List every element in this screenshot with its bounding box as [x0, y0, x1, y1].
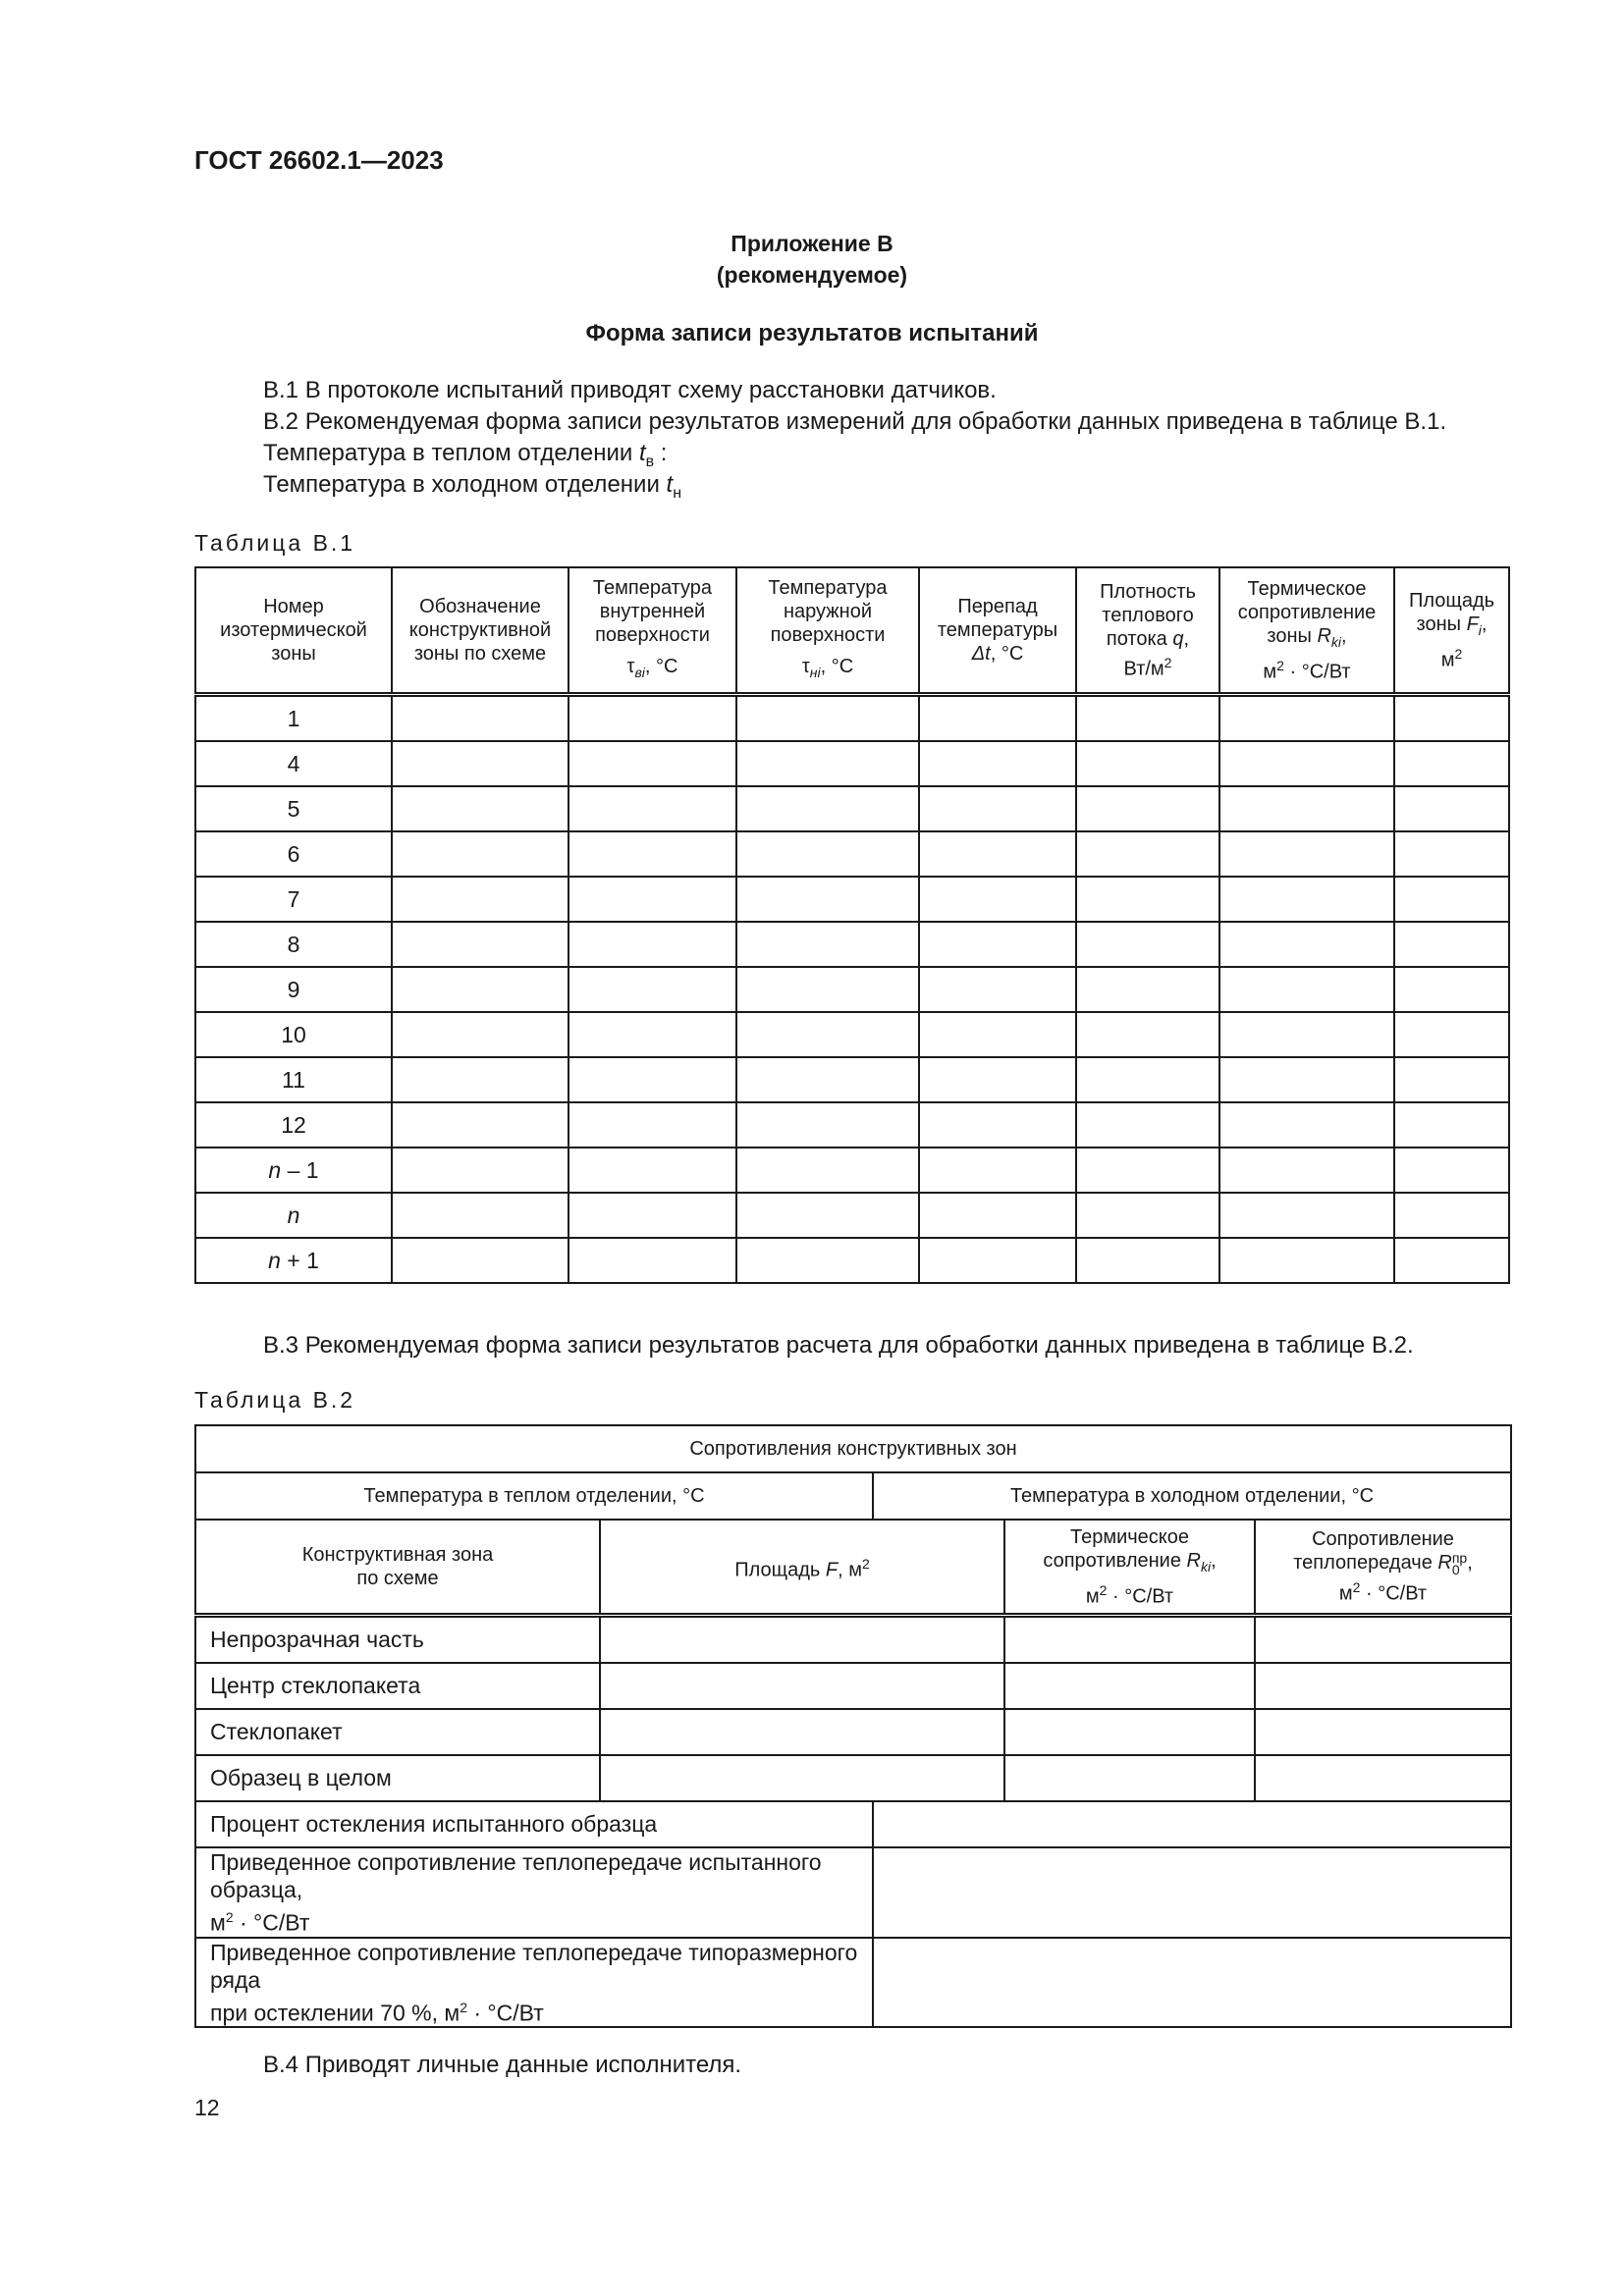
zone-number-cell: 4 — [195, 741, 392, 786]
symbol-sub: ki — [1330, 633, 1342, 650]
header-line: Сопротивление — [1312, 1528, 1454, 1551]
unit-sup: 2 — [225, 1909, 234, 1925]
symbol: R — [1186, 1549, 1201, 1572]
header-zone-area — [1394, 567, 1509, 695]
table-cell — [1219, 786, 1394, 831]
unit-sup: 2 — [861, 1555, 870, 1572]
table-cell — [736, 831, 919, 877]
table-row — [195, 1057, 1509, 1102]
table2-caption: Таблица В.2 — [194, 1387, 356, 1413]
table-cell — [919, 877, 1076, 922]
cold-temperature-line — [263, 471, 681, 503]
table-cell — [392, 786, 568, 831]
table-cell — [1076, 741, 1219, 786]
table-cell — [1255, 1616, 1511, 1664]
text-line — [210, 1994, 872, 2027]
table-cell — [568, 922, 736, 967]
row-label: Процент остекления испытанного образца — [195, 1801, 873, 1847]
table-cell — [919, 695, 1076, 742]
table-cell — [1394, 1012, 1509, 1057]
zone-number-cell: 11 — [195, 1057, 392, 1102]
header-temperature-difference — [919, 567, 1076, 695]
unit: м — [1440, 649, 1455, 671]
table-cell — [1394, 1193, 1509, 1238]
unit: Вт/м — [1123, 658, 1164, 680]
table-cell — [736, 1193, 919, 1238]
table-cell — [1255, 1709, 1511, 1755]
table-cell — [392, 1012, 568, 1057]
table-cell — [1076, 1238, 1219, 1283]
table-row — [195, 1102, 1509, 1148]
table-row — [195, 1193, 1509, 1238]
unit: , м — [838, 1559, 862, 1581]
text-line: Приведенное сопротивление теплопередаче испытанного образца, — [210, 1849, 822, 1902]
paragraph-b1: В.1 В протоколе испытаний приводят схему расстановки датчиков. — [263, 377, 997, 403]
warm-label: Температура в теплом отделении — [263, 440, 639, 466]
zone-number-cell: 10 — [195, 1012, 392, 1057]
table-cell — [1004, 1709, 1255, 1755]
table-cell — [1394, 741, 1509, 786]
text: зоны — [1267, 624, 1318, 647]
table-cell — [600, 1663, 1004, 1709]
paragraph-b3: В.3 Рекомендуемая форма записи результатов расчета для обработки данных приведена в таблице В.2. — [263, 1332, 1414, 1359]
table-cell — [1219, 1057, 1394, 1102]
table-cell — [1394, 1102, 1509, 1148]
unit-sup: 2 — [1276, 657, 1284, 673]
text-line — [210, 1903, 872, 1937]
table1-body — [195, 695, 1509, 1284]
table-row — [195, 1663, 1511, 1709]
header-unit — [1077, 651, 1218, 681]
table-cell — [568, 786, 736, 831]
table-cell — [1076, 695, 1219, 742]
table-cell — [919, 1148, 1076, 1193]
row-label: Непрозрачная часть — [195, 1616, 600, 1664]
table-cell — [568, 831, 736, 877]
table-row — [195, 877, 1509, 922]
table-cell — [1394, 786, 1509, 831]
table2-title: Сопротивления конструктивных зон — [195, 1425, 1511, 1472]
text: , — [1211, 1549, 1217, 1572]
table-cell — [1219, 1238, 1394, 1283]
header-line: наружной — [783, 601, 872, 622]
header-line: Термическое — [1069, 1525, 1190, 1548]
table1-caption: Таблица В.1 — [194, 530, 356, 556]
table-cell — [568, 695, 736, 742]
symbol-sub: i — [1478, 621, 1482, 638]
zone-number-cell: n + 1 — [195, 1238, 392, 1283]
table-cell — [1076, 1193, 1219, 1238]
table-cell — [1219, 741, 1394, 786]
table-cell — [392, 877, 568, 922]
table-row — [195, 741, 1509, 786]
header-zone-number — [195, 567, 392, 695]
table-cell — [873, 1801, 1511, 1847]
page-number: 12 — [194, 2095, 220, 2120]
header-outer-temperature — [736, 567, 919, 695]
header-line: изотермической — [220, 619, 367, 641]
header-unit — [1395, 642, 1508, 672]
table-cell — [1394, 831, 1509, 877]
table-row — [195, 1012, 1509, 1057]
symbol: F — [1466, 613, 1479, 635]
row-label: Образец в целом — [195, 1755, 600, 1801]
table-cell — [1394, 967, 1509, 1012]
table-row — [195, 922, 1509, 967]
document-code: ГОСТ 26602.1—2023 — [194, 145, 444, 175]
table-cell — [1004, 1755, 1255, 1801]
unit: , °C — [644, 656, 678, 677]
warm-tail: : — [654, 440, 668, 466]
header-line: зоны по схеме — [413, 643, 547, 665]
unit: м — [1338, 1582, 1353, 1605]
table-cell — [1076, 1102, 1219, 1148]
header-line: Перепад — [957, 596, 1038, 617]
table-cell — [568, 1012, 736, 1057]
symbol: τ — [801, 656, 810, 677]
table-b2 — [194, 1424, 1512, 2028]
header-line: Конструктивная зона — [301, 1544, 494, 1566]
table-cell — [736, 922, 919, 967]
table-cell — [392, 1057, 568, 1102]
table-cell — [919, 922, 1076, 967]
unit: , °C — [820, 656, 854, 677]
header-line: Обозначение — [419, 596, 541, 617]
table-cell — [392, 695, 568, 742]
text: , — [1481, 613, 1488, 635]
header-designation — [392, 567, 568, 695]
unit: · °С/Вт — [1360, 1582, 1428, 1605]
table-cell — [873, 1938, 1511, 2028]
variable-n: n — [268, 1156, 282, 1183]
table-cell — [1219, 967, 1394, 1012]
header-line: сопротивление — [1237, 601, 1377, 623]
table-cell — [568, 967, 736, 1012]
table-cell — [1219, 695, 1394, 742]
table-cell — [1076, 967, 1219, 1012]
zone-number-cell: 12 — [195, 1102, 392, 1148]
unit: · °С/Вт — [233, 1909, 310, 1936]
warm-var: t — [638, 440, 646, 466]
table-cell — [736, 1148, 919, 1193]
table-cell — [1219, 831, 1394, 877]
text: , — [1183, 627, 1190, 650]
table-row — [195, 1938, 1511, 2028]
table-cell — [1219, 877, 1394, 922]
symbol-sub: нi — [809, 665, 821, 680]
table-cell — [1004, 1616, 1255, 1664]
unit: · °С/Вт — [466, 2000, 544, 2026]
header-unit — [1220, 654, 1393, 684]
table-cell — [568, 1193, 736, 1238]
header-line: теплового — [1102, 604, 1194, 626]
table-cell — [600, 1616, 1004, 1664]
table-cell — [568, 1238, 736, 1283]
table-cell — [1076, 831, 1219, 877]
table2-temperature-row — [195, 1472, 1511, 1520]
table-row — [195, 1847, 1511, 1938]
symbol-sub: ki — [1200, 1558, 1212, 1575]
table-row — [195, 695, 1509, 742]
table-cell — [392, 741, 568, 786]
warm-sub: в — [645, 453, 655, 470]
zone-number-cell: 7 — [195, 877, 392, 922]
unit: м — [1263, 661, 1277, 683]
header-line — [1077, 627, 1218, 651]
table-cell — [736, 967, 919, 1012]
table-cell — [392, 1102, 568, 1148]
annex-status: (рекомендуемое) — [716, 262, 908, 288]
text: , — [1467, 1552, 1473, 1575]
table-cell — [392, 967, 568, 1012]
header-line: Номер — [263, 596, 324, 617]
symbol-sup: пр — [1451, 1550, 1468, 1567]
table-cell — [392, 1193, 568, 1238]
header-line: конструктивной — [408, 619, 552, 641]
warm-temperature-line — [263, 440, 667, 471]
form-title: Форма записи результатов испытаний — [585, 320, 1039, 347]
table-cell — [919, 1238, 1076, 1283]
table-cell — [1076, 877, 1219, 922]
text: , — [1341, 624, 1347, 647]
text: зоны — [1416, 613, 1467, 635]
table-cell — [392, 831, 568, 877]
text-line: Приведенное сопротивление теплопередаче типоразмерного ряда — [210, 1939, 858, 1993]
table-row — [195, 831, 1509, 877]
table-cell — [392, 1238, 568, 1283]
header-symbol — [920, 642, 1075, 666]
unit-sup: 2 — [1352, 1579, 1361, 1596]
table-cell — [600, 1709, 1004, 1755]
zone-number-cell: 1 — [195, 695, 392, 742]
table-cell — [919, 831, 1076, 877]
table-cell — [1219, 922, 1394, 967]
annex-heading — [0, 228, 1624, 291]
table-cell — [736, 1012, 919, 1057]
table-cell — [736, 1102, 919, 1148]
header-inner-temperature — [568, 567, 736, 695]
unit: , °C — [990, 643, 1024, 665]
table-row — [195, 1755, 1511, 1801]
table-cell — [392, 922, 568, 967]
annex-title: Приложение В — [731, 231, 893, 256]
table-cell — [1076, 786, 1219, 831]
symbol-sub: 0 — [1451, 1562, 1460, 1578]
zone-number-cell — [195, 1193, 392, 1238]
unit-sup: 2 — [1164, 654, 1172, 670]
table-cell — [1394, 695, 1509, 742]
table-cell — [1219, 1148, 1394, 1193]
symbol: Δt — [971, 643, 991, 665]
table-cell — [568, 741, 736, 786]
header-line: Термическое — [1247, 577, 1367, 600]
cold-sub: н — [673, 484, 682, 502]
text: теплопередаче — [1293, 1552, 1438, 1575]
unit-sup: 2 — [1454, 645, 1463, 662]
symbol: R — [1317, 624, 1331, 647]
table-cell — [1255, 1663, 1511, 1709]
table-cell — [1076, 1057, 1219, 1102]
header-line: внутренней — [599, 601, 706, 622]
table2-title-row — [195, 1425, 1511, 1472]
table-cell — [568, 1102, 736, 1148]
symbol: τ — [626, 656, 635, 677]
table-cell — [1004, 1663, 1255, 1709]
header-symbol — [569, 655, 735, 684]
variable-n: n — [287, 1201, 300, 1228]
zone-number-cell: n – 1 — [195, 1148, 392, 1193]
table-cell — [1394, 1057, 1509, 1102]
table-cell — [1219, 1193, 1394, 1238]
header-area — [600, 1520, 1004, 1616]
table-cell — [568, 1148, 736, 1193]
unit: при остеклении 70 %, м — [210, 2000, 460, 2026]
table-cell — [736, 695, 919, 742]
header-symbol — [737, 655, 918, 684]
paragraph-b4: В.4 Приводят личные данные исполнителя. — [263, 2052, 742, 2078]
table-cell — [919, 1012, 1076, 1057]
unit: м — [210, 1909, 226, 1936]
table-row — [195, 1238, 1509, 1283]
table-cell — [919, 1102, 1076, 1148]
header-line — [1395, 613, 1508, 642]
row-label: Центр стеклопакета — [195, 1663, 600, 1709]
header-line: Температура — [768, 577, 888, 599]
table-cell — [568, 1057, 736, 1102]
unit: м — [1085, 1585, 1100, 1608]
table-cell — [392, 1148, 568, 1193]
zone-number-cell: 5 — [195, 786, 392, 831]
header-line: зоны — [271, 643, 316, 665]
header-line: по схеме — [356, 1568, 439, 1589]
unit-sup: 2 — [460, 1999, 467, 2015]
unit: · °С/Вт — [1107, 1585, 1174, 1608]
header-line: поверхности — [770, 624, 886, 646]
zone-number-cell: 9 — [195, 967, 392, 1012]
symbol: q — [1172, 627, 1184, 650]
table-row — [195, 1616, 1511, 1664]
table-cell — [1219, 1102, 1394, 1148]
table1-header-row — [195, 567, 1509, 695]
table-cell — [1076, 1148, 1219, 1193]
table-cell — [736, 1238, 919, 1283]
text: Площадь — [734, 1559, 826, 1581]
table-cell — [736, 877, 919, 922]
header-zone — [195, 1520, 600, 1616]
variable-n: n — [268, 1247, 281, 1273]
row-label — [195, 1938, 873, 2028]
row-label: Стеклопакет — [195, 1709, 600, 1755]
unit-sup: 2 — [1099, 1581, 1108, 1598]
table-cell — [600, 1755, 1004, 1801]
symbol: F — [825, 1559, 839, 1581]
zone-number-cell: 8 — [195, 922, 392, 967]
header-line: Площадь — [1408, 589, 1495, 612]
table-cell — [1394, 1148, 1509, 1193]
header-thermal-resistance — [1004, 1520, 1255, 1616]
table-cell — [736, 741, 919, 786]
symbol: R — [1437, 1552, 1452, 1575]
table-row — [195, 967, 1509, 1012]
cold-label: Температура в холодном отделении — [263, 471, 667, 498]
unit: · °С/Вт — [1283, 661, 1351, 683]
header-line: Температура — [592, 577, 713, 599]
table-cell — [736, 1057, 919, 1102]
text: потока — [1106, 627, 1173, 650]
table-cell — [568, 877, 736, 922]
table-cell — [1394, 1238, 1509, 1283]
table-cell — [1394, 922, 1509, 967]
table-cell — [736, 786, 919, 831]
table-cell — [919, 967, 1076, 1012]
table-row — [195, 1709, 1511, 1755]
paragraph-b2: В.2 Рекомендуемая форма записи результатов измерений для обработки данных приведена в таблице В.1. — [263, 408, 1447, 435]
table-cell — [1219, 1012, 1394, 1057]
cold-temperature-cell: Температура в холодном отделении, °С — [873, 1472, 1511, 1520]
table-cell — [919, 741, 1076, 786]
table-row — [195, 1148, 1509, 1193]
table-row — [195, 1801, 1511, 1847]
table-cell — [919, 786, 1076, 831]
header-line — [1220, 624, 1393, 654]
text: сопротивление — [1043, 1549, 1187, 1572]
header-line — [1005, 1549, 1254, 1578]
table2-header-row — [195, 1520, 1511, 1616]
header-heat-flux — [1076, 567, 1219, 695]
table-cell — [873, 1847, 1511, 1938]
header-unit — [1256, 1575, 1510, 1606]
header-line — [1256, 1550, 1510, 1578]
header-line: Плотность — [1100, 580, 1196, 603]
cold-var: t — [666, 471, 674, 498]
table-cell — [1076, 922, 1219, 967]
header-unit — [1005, 1578, 1254, 1609]
table-cell — [1394, 877, 1509, 922]
row-label — [195, 1847, 873, 1938]
table-row — [195, 786, 1509, 831]
header-thermal-resistance — [1219, 567, 1394, 695]
symbol-sub: вi — [634, 665, 645, 680]
table-cell — [919, 1193, 1076, 1238]
table-cell — [1076, 1012, 1219, 1057]
header-line: температуры — [937, 619, 1058, 641]
zone-number-cell: 6 — [195, 831, 392, 877]
header-line: поверхности — [595, 624, 710, 646]
table-b1 — [194, 566, 1510, 1284]
warm-temperature-cell: Температура в теплом отделении, °С — [195, 1472, 873, 1520]
table-cell — [919, 1057, 1076, 1102]
header-heat-transfer-resistance — [1255, 1520, 1511, 1616]
table-cell — [1255, 1755, 1511, 1801]
